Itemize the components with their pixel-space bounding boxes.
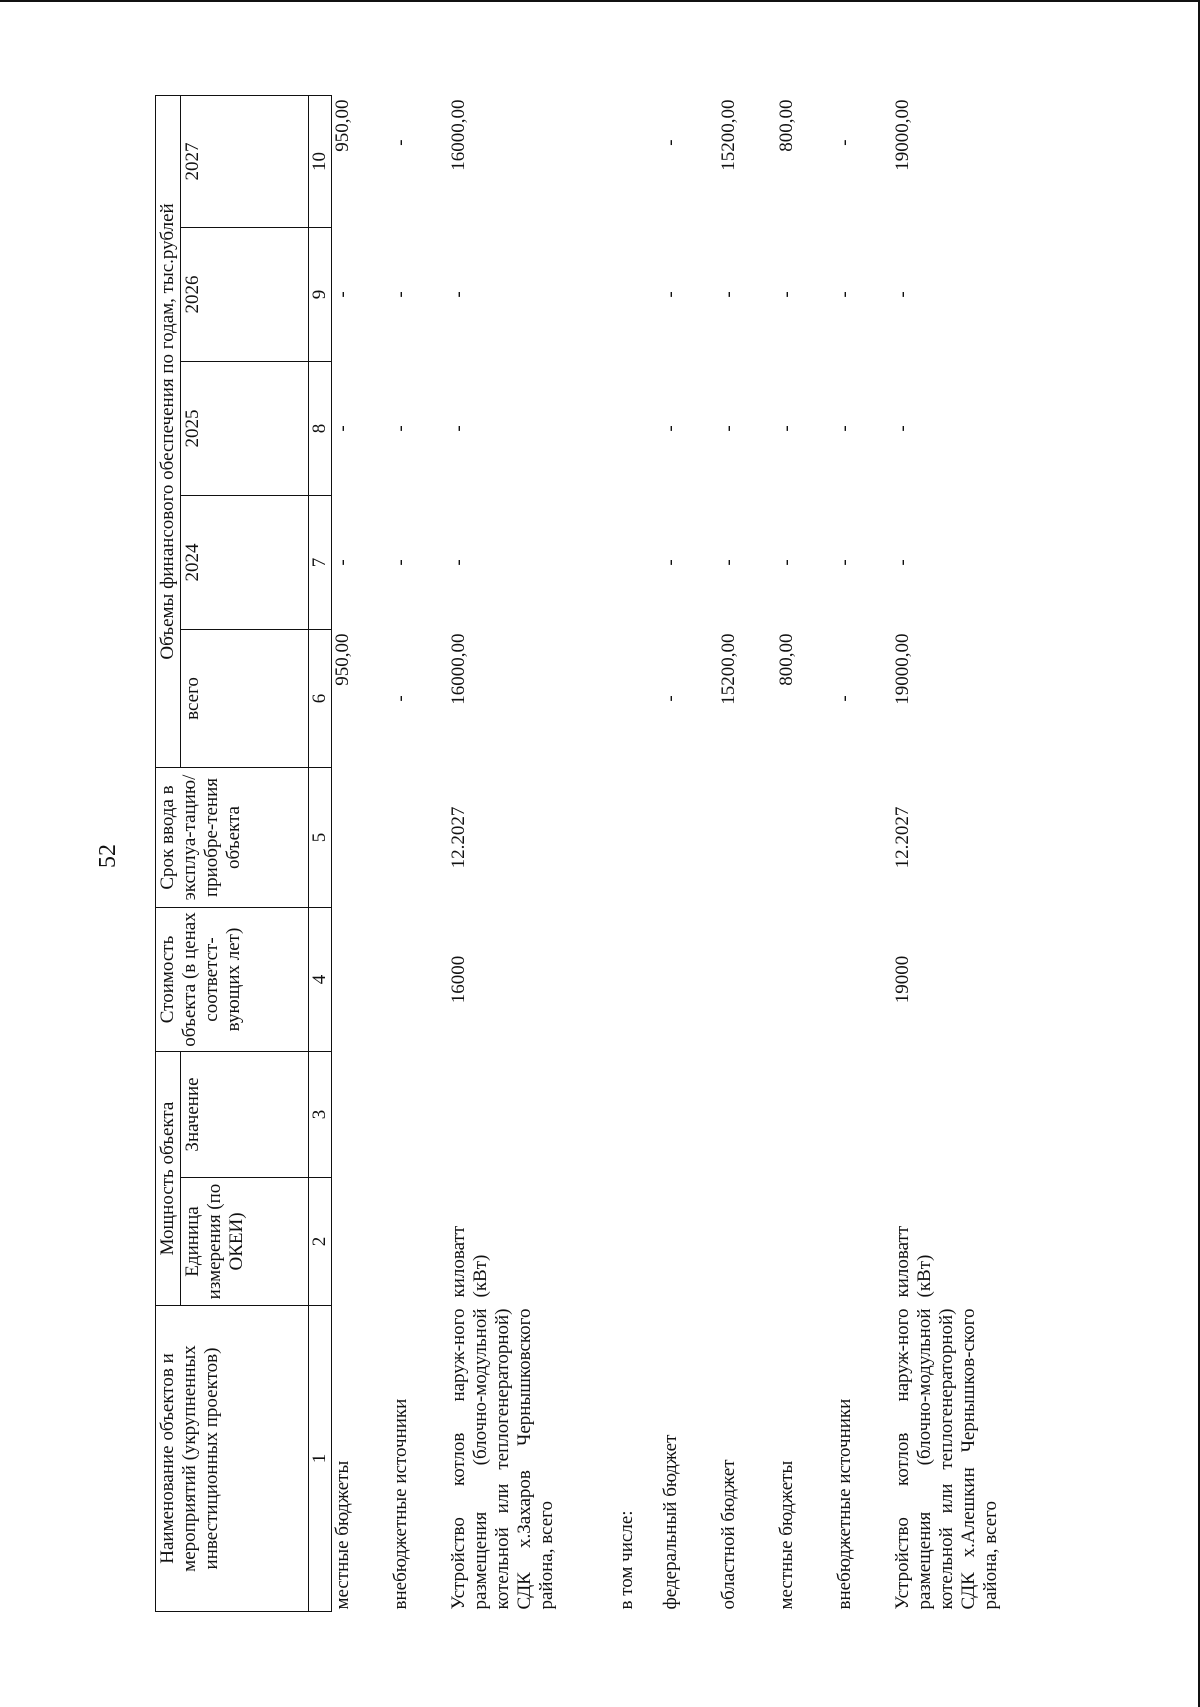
row-value — [892, 1052, 1042, 1178]
row-total: - — [833, 695, 855, 702]
row-term — [332, 768, 390, 908]
table-row — [332, 95, 390, 1611]
row-unit: киловатт (кВт) — [891, 1225, 935, 1298]
row-value — [616, 1052, 660, 1178]
row-2025: - — [891, 425, 913, 432]
row-2027: 950,00 — [332, 99, 353, 152]
column-number: 2 — [309, 1178, 332, 1306]
row-2027: 800,00 — [775, 99, 797, 152]
row-name: областной бюджет — [717, 1459, 739, 1610]
row-name: местные бюджеты — [332, 1460, 353, 1610]
row-total: 19000,00 — [891, 633, 913, 705]
row-2025: - — [447, 425, 469, 432]
row-term — [660, 768, 718, 908]
row-2027: 19000,00 — [891, 99, 913, 171]
scan-border-top — [0, 0, 1200, 2]
row-2026: - — [775, 291, 797, 298]
row-2026 — [616, 228, 660, 362]
header-value: Значение — [181, 1052, 309, 1178]
row-value — [776, 1052, 834, 1178]
row-2025: - — [717, 425, 739, 432]
row-2026: - — [659, 291, 681, 298]
row-2027 — [616, 95, 660, 227]
header-term: Срок ввода в эксплуа-тацию/ приобре-тения объекта — [156, 768, 309, 908]
header-finance-group: Объемы финансового обеспечения по годам, тыс.рублей — [156, 95, 181, 767]
header-year-2027: 2027 — [181, 95, 309, 227]
row-2025 — [616, 362, 660, 496]
row-cost — [390, 908, 448, 1052]
row-2027: - — [833, 139, 855, 146]
row-2027: - — [389, 139, 411, 146]
row-cost: 16000 — [447, 955, 469, 1004]
row-2027: 15200,00 — [717, 99, 739, 171]
row-2026: - — [389, 291, 411, 298]
row-term — [834, 768, 892, 908]
table-row — [892, 95, 1042, 1611]
row-name: внебюджетные источники — [389, 1398, 411, 1610]
row-name: Устройство котлов наруж-ного размещения (блочно-модульной котельной или теплогенераторной) СДК х.Захаров Чернышковского района, всего — [447, 1308, 557, 1610]
row-unit — [718, 1178, 776, 1306]
page-number: 52 — [95, 844, 121, 868]
column-number: 3 — [309, 1052, 332, 1178]
column-number: 1 — [309, 1306, 332, 1612]
column-number: 8 — [309, 362, 332, 496]
row-2024: - — [833, 559, 855, 566]
header-total: всего — [181, 630, 309, 768]
table-body — [332, 95, 1042, 1611]
row-2024: - — [891, 559, 913, 566]
rotated-table-container — [155, 96, 1001, 1612]
table-row — [834, 95, 892, 1611]
row-2025: - — [775, 425, 797, 432]
table-row — [718, 95, 776, 1611]
row-unit: киловатт (кВт) — [447, 1225, 491, 1298]
row-2027: 16000,00 — [447, 99, 469, 171]
row-2024: - — [447, 559, 469, 566]
row-value — [834, 1052, 892, 1178]
row-2026: - — [833, 291, 855, 298]
row-unit — [776, 1178, 834, 1306]
row-cost — [616, 908, 660, 1052]
row-unit — [834, 1178, 892, 1306]
row-term — [616, 768, 660, 908]
table-row — [616, 95, 660, 1611]
row-value — [448, 1052, 616, 1178]
column-number: 5 — [309, 768, 332, 908]
row-name: в том числе: — [615, 1510, 637, 1610]
column-number: 4 — [309, 908, 332, 1052]
row-2027: - — [659, 139, 681, 146]
row-2025: - — [833, 425, 855, 432]
row-unit — [390, 1178, 448, 1306]
row-2024 — [616, 496, 660, 630]
row-2026: - — [717, 291, 739, 298]
row-unit — [332, 1178, 390, 1306]
header-name: Наименование объектов и мероприятий (укрупненных инвестиционных проектов) — [156, 1306, 309, 1612]
header-unit: Единица измерения (по ОКЕИ) — [181, 1178, 309, 1306]
row-term: 12.2027 — [891, 806, 913, 869]
row-2024: - — [389, 559, 411, 566]
row-2026: - — [447, 291, 469, 298]
row-2024: - — [717, 559, 739, 566]
header-year-2026: 2026 — [181, 228, 309, 362]
row-cost — [718, 908, 776, 1052]
column-number: 9 — [309, 228, 332, 362]
row-value — [660, 1052, 718, 1178]
column-number: 10 — [309, 95, 332, 227]
row-total: 950,00 — [332, 633, 353, 686]
row-name: федеральный бюджет — [659, 1434, 681, 1610]
table-row — [660, 95, 718, 1611]
row-name: Устройство котлов наруж-ного размещения (блочно-модульной котельной или теплогенераторной) СДК х.Алешкин Чернышков-ского района, всего — [891, 1308, 1001, 1610]
row-cost — [834, 908, 892, 1052]
column-numbers-row — [309, 95, 332, 1611]
row-2025: - — [389, 425, 411, 432]
header-year-2024: 2024 — [181, 496, 309, 630]
row-2026: - — [891, 291, 913, 298]
row-value — [718, 1052, 776, 1178]
row-term — [718, 768, 776, 908]
row-cost: 19000 — [891, 955, 913, 1004]
row-value — [332, 1052, 390, 1178]
table-header — [156, 95, 332, 1611]
table-row — [448, 95, 616, 1611]
row-name: местные бюджеты — [775, 1460, 797, 1610]
row-2024: - — [332, 559, 353, 566]
row-total: 15200,00 — [717, 633, 739, 705]
financing-table — [155, 95, 1042, 1612]
row-total: - — [659, 695, 681, 702]
row-2026: - — [332, 291, 353, 298]
row-total: - — [389, 695, 411, 702]
column-number: 6 — [309, 630, 332, 768]
row-2024: - — [659, 559, 681, 566]
row-cost — [332, 908, 390, 1052]
header-cost: Стоимость объекта (в ценах соответст-вующих лет) — [156, 908, 309, 1052]
row-term — [776, 768, 834, 908]
row-2025: - — [659, 425, 681, 432]
row-cost — [660, 908, 718, 1052]
row-total: 800,00 — [775, 633, 797, 686]
header-power-group: Мощность объекта — [156, 1052, 181, 1306]
table-row — [390, 95, 448, 1611]
header-year-2025: 2025 — [181, 362, 309, 496]
row-value — [390, 1052, 448, 1178]
table-row — [776, 95, 834, 1611]
row-name: внебюджетные источники — [833, 1398, 855, 1610]
row-2024: - — [775, 559, 797, 566]
row-term: 12.2027 — [447, 806, 469, 869]
column-number: 7 — [309, 496, 332, 630]
row-term — [390, 768, 448, 908]
row-total — [616, 630, 660, 768]
row-unit — [616, 1178, 660, 1306]
row-total: 16000,00 — [447, 633, 469, 705]
row-unit — [660, 1178, 718, 1306]
row-2025: - — [332, 425, 353, 432]
row-cost — [776, 908, 834, 1052]
